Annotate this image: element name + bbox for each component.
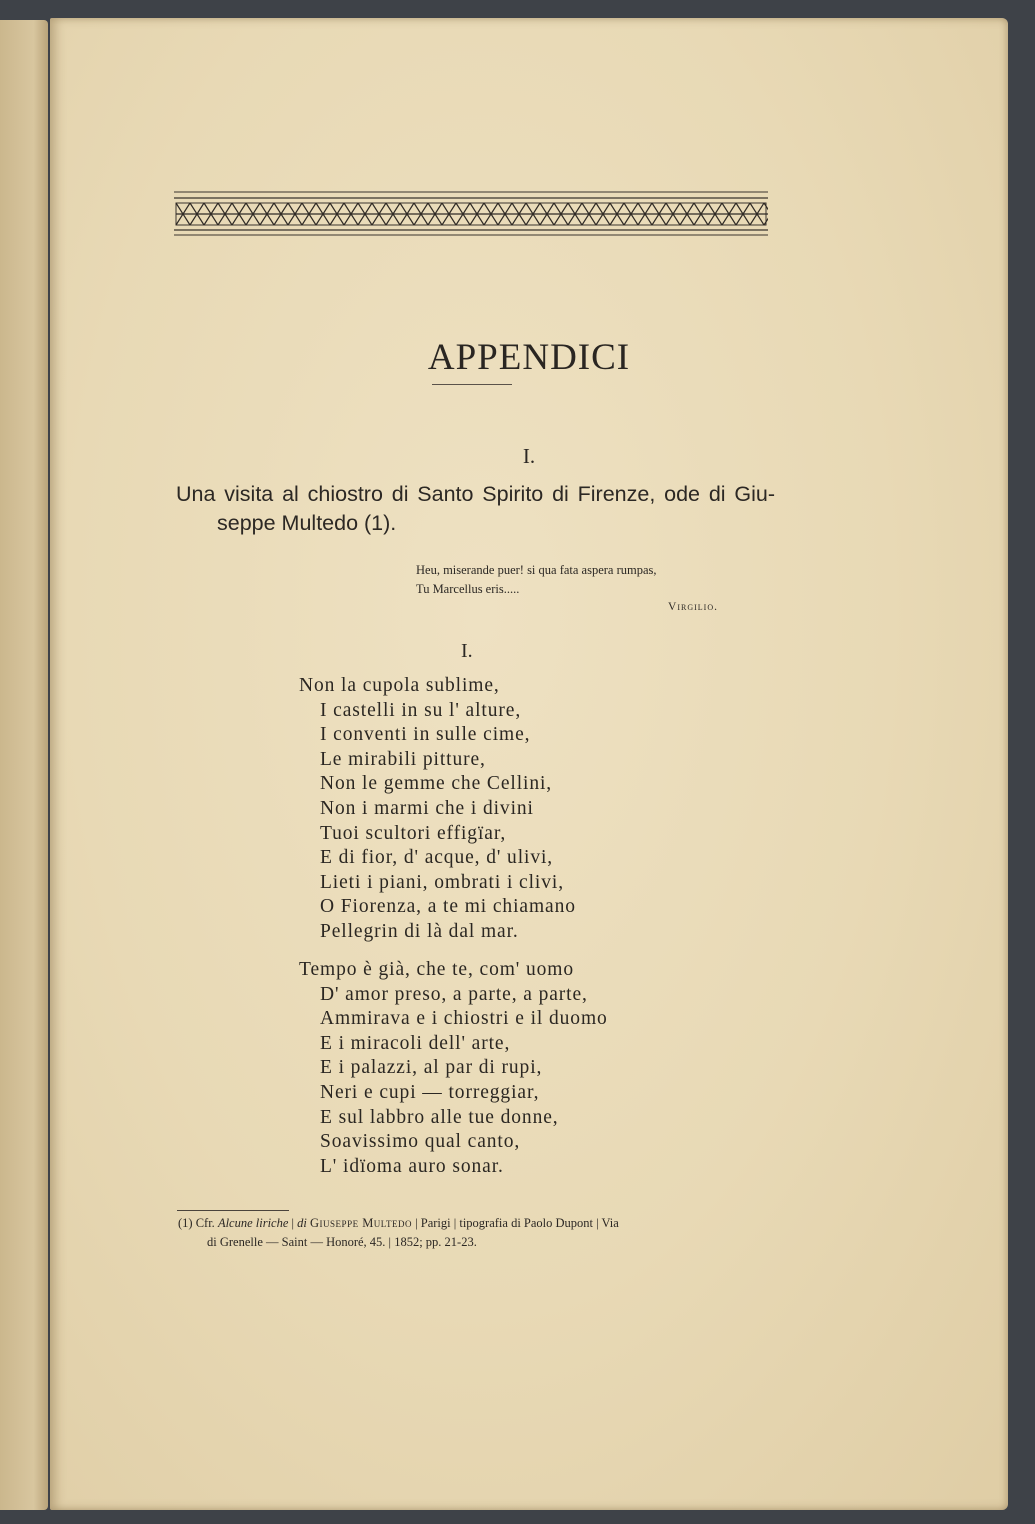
footnote-author: Giuseppe Multedo — [310, 1216, 412, 1230]
ornament-motif — [638, 203, 652, 225]
ornament-motif — [456, 203, 470, 225]
verse-line: Ammirava e i chiostri e il duomo — [320, 1008, 608, 1030]
verse-line: Neri e cupi — torreggiar, — [320, 1081, 540, 1103]
verse-line: E i miracoli dell' arte, — [320, 1032, 511, 1054]
footnote-marker: (1) Cfr. — [178, 1216, 215, 1230]
decorative-header-band — [174, 190, 768, 236]
poem-stanza — [299, 674, 719, 945]
ornament-motif — [554, 203, 568, 225]
ornament-motif — [526, 203, 540, 225]
epigraph-author: Virgilio. — [668, 601, 718, 613]
ornament-motif — [414, 203, 428, 225]
ornament-motif — [540, 203, 554, 225]
verse-line: Tempo è già, che te, com' uomo — [299, 959, 574, 980]
verse-line: O Fiorenza, a te mi chiamano — [320, 896, 576, 918]
heading-line-1: Una visita al chiostro di Santo Spirito di Firenze, ode di Giu- — [176, 482, 775, 506]
verse-line: Soavissimo qual canto, — [320, 1131, 521, 1153]
ornament-motif — [624, 203, 638, 225]
verse-line: I conventi in sulle cime, — [320, 724, 531, 746]
ornament-motif — [694, 203, 708, 225]
facing-page-edge — [0, 20, 48, 1510]
ornament-motif — [512, 203, 526, 225]
ornament-motif — [666, 203, 680, 225]
ornament-motif — [204, 203, 218, 225]
ornament-motif — [736, 203, 750, 225]
footnote-di: di — [297, 1216, 307, 1230]
ornament-motif — [680, 203, 694, 225]
verse-line: I castelli in su l' alture, — [320, 699, 522, 721]
footnote — [178, 1214, 778, 1252]
ornament-motif — [708, 203, 722, 225]
ornament-motif — [260, 203, 274, 225]
verse-line: E di fior, d' acque, d' ulivi, — [320, 847, 554, 869]
ornament-motif — [484, 203, 498, 225]
ornament-motif — [302, 203, 316, 225]
ornament-motif — [764, 203, 768, 225]
ornament-motif — [232, 203, 246, 225]
verse-line: Non le gemme che Cellini, — [320, 773, 553, 795]
ornament-motif — [750, 203, 764, 225]
ornament-motif — [722, 203, 736, 225]
footnote-rule — [177, 1210, 289, 1211]
ornament-motif — [596, 203, 610, 225]
verse-line: Lieti i piani, ombrati i clivi, — [320, 871, 564, 893]
footnote-publisher: | Parigi | tipografia di Paolo Dupont | Via — [415, 1216, 619, 1230]
footnote-work-title: Alcune liriche — [217, 1216, 289, 1230]
section-heading — [177, 480, 775, 538]
epigraph-line: Heu, miserande puer! si qua fata aspera rumpas, — [416, 563, 657, 577]
verse-line: L' idïoma auro sonar. — [320, 1155, 504, 1177]
ornament-motif — [176, 203, 190, 225]
heading-line-2: seppe Multedo (1). — [217, 511, 397, 535]
epigraph-line: Tu Marcellus eris..... — [416, 582, 520, 596]
section-numeral: I. — [522, 444, 536, 468]
verse-line: Non i marmi che i divini — [320, 797, 534, 819]
ornament-motif — [386, 203, 400, 225]
epigraph — [416, 561, 776, 599]
book-page — [50, 18, 1008, 1510]
ornament-motif — [344, 203, 358, 225]
footnote-line-2: di Grenelle — Saint — Honoré, 45. | 1852; pp. 21-23. — [207, 1235, 477, 1249]
verse-line: Le mirabili pitture, — [320, 748, 486, 770]
ornament-motif — [400, 203, 414, 225]
ornament-motif — [498, 203, 512, 225]
verse-line: Pellegrin di là dal mar. — [320, 920, 519, 942]
ornament-motif — [358, 203, 372, 225]
ornament-motif — [582, 203, 596, 225]
ornament-motif — [218, 203, 232, 225]
ornament-motif — [316, 203, 330, 225]
ornament-motif — [610, 203, 624, 225]
ornament-motif — [428, 203, 442, 225]
ornament-motif — [274, 203, 288, 225]
ornament-motif — [568, 203, 582, 225]
stanza-numeral: I. — [461, 640, 473, 662]
ornament-motif — [246, 203, 260, 225]
poem-stanza — [299, 958, 719, 1179]
ornament-motif — [190, 203, 204, 225]
ornament-motif — [470, 203, 484, 225]
page-title: APPENDICI — [427, 337, 631, 378]
verse-line: E i palazzi, al par di rupi, — [320, 1057, 543, 1079]
ornament-motif — [330, 203, 344, 225]
verse-line: Non la cupola sublime, — [299, 675, 500, 696]
verse-line: E sul labbro alle tue donne, — [320, 1106, 559, 1128]
ornament-motif — [652, 203, 666, 225]
verse-line: Tuoi scultori effigïar, — [320, 822, 507, 844]
footnote-line-1: (1) Cfr. Alcune liriche | di Giuseppe Multedo | Parigi | tipografia di Paolo Dupont | Via — [178, 1216, 619, 1230]
verse-line: D' amor preso, a parte, a parte, — [320, 983, 588, 1005]
ornament-motif — [372, 203, 386, 225]
title-underline — [432, 384, 512, 385]
ornament-motif — [288, 203, 302, 225]
ornament-motif — [442, 203, 456, 225]
